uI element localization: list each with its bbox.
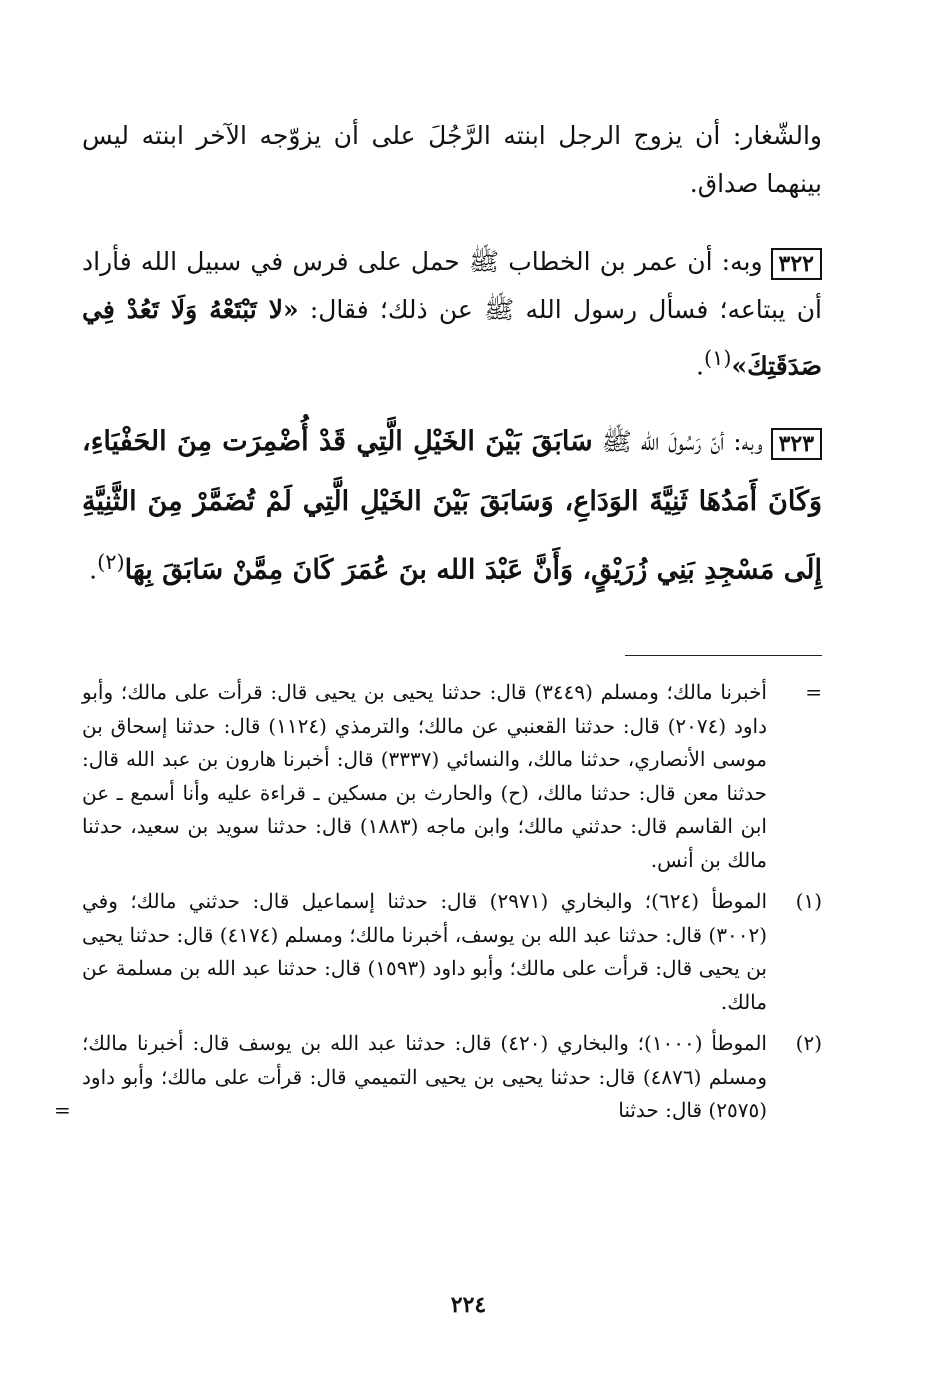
hadith-number: ٣٢٣ xyxy=(771,428,822,460)
footnote-mark: = xyxy=(805,680,822,704)
hadith-text-bold: سَابَقَ بَيْنَ الخَيْلِ الَّتِي قَدْ أُضْمِرَت مِنَ الحَفْيَاءِ، وَكَانَ أَمَدُهَا ثَنِيَّةَ الوَدَاعِ، وَسَابَقَ بَيْنَ الخَيْلِ الَّتِي لَمْ تُضَمَّرْ مِنَ الثَّنِيَّةِ إِلَى مَسْجِدِ بَنِي زُرَيْقٍ، وَأَنَّ عَبْدَ الله بنَ عُمَرَ كَانَ مِمَّنْ سَابَقَ بِهَا xyxy=(82,426,822,586)
hadith-322: ٣٢٢وبه: أن عمر بن الخطاب ﷺ حمل على فرس في سبيل الله فأراد أن يبتاعه؛ فسأل رسول الله ﷺ عن ذلك؛ فقال: «لا تَبْتَعْهُ وَلَا تَعُدْ فِي صَدَقَتِكَ»$^{(١)}$. xyxy=(82,247,823,381)
paragraph-shighar: والشّغار: أن يزوج الرجل ابنته الرَّجُلَ على أن يزوّجه الآخر ابنته ليس بينهما صداق. xyxy=(82,121,822,198)
continuation-mark: = xyxy=(54,1098,71,1122)
footnote-text: الموطأ (٦٢٤)؛ والبخاري (٢٩٧١) قال: حدثنا إسماعيل قال: حدثني مالك؛ وفي (٣٠٠٢) قال: حدثنا عبد الله بن يوسف، أخبرنا مالك؛ ومسلم (٤١٧٤) قال: حدثنا يحيى بن يحيى قال: قرأت على مالك؛ وأبو داود (١٥٩٣) قال: حدثنا عبد الله بن مسلمة عن مالك. xyxy=(82,889,767,1014)
footnote-divider xyxy=(625,655,822,656)
hadith-intro: وبه: أنّ رَسُولَ الله ﷺ xyxy=(601,427,763,456)
footnote-continued xyxy=(82,676,822,877)
hadith-text: وبه: أن عمر بن الخطاب ﷺ حمل على فرس في سبيل الله فأراد أن يبتاعه؛ فسأل رسول الله ﷺ عن ذلك؛ فقال: xyxy=(82,247,823,324)
footnote-2 xyxy=(54,1027,822,1128)
footnote-mark: (١) xyxy=(795,889,822,913)
footnote-mark: (٢) xyxy=(795,1031,822,1055)
hadith-quote: «لا تَبْتَعْهُ وَلَا تَعُدْ فِي صَدَقَتِكَ» xyxy=(82,295,822,381)
footnote-1 xyxy=(82,885,822,1019)
hadith-number: ٣٢٢ xyxy=(771,248,822,280)
footnote-ref: (٢) xyxy=(97,550,125,574)
footnote-text: أخبرنا مالك؛ ومسلم (٣٤٤٩) قال: حدثنا يحيى بن يحيى قال: قرأت على مالك؛ وأبو داود (٢٠٧٤) قال: حدثنا القعنبي عن مالك؛ والترمذي (١١٢٤) قال: حدثنا إسحاق بن موسى الأنصاري، حدثنا مالك، والنسائي (٣٣٣٧) قال: أخبرنا هارون بن عبد الله قال: حدثنا معن قال: حدثنا مالك، (ح) والحارث بن مسكين ـ قراءة عليه وأنا أسمع ـ عن ابن القاسم قال: حدثني مالك؛ وابن ماجه (١٨٨٣) قال: حدثنا سويد بن سعيد، حدثنا مالك بن أنس. xyxy=(82,680,768,872)
footnote-ref: (١) xyxy=(703,346,732,370)
page-number: ٢٢٤ xyxy=(450,1292,487,1318)
footnotes xyxy=(54,676,822,1136)
footnote-text: الموطأ (١٠٠٠)؛ والبخاري (٤٢٠) قال: حدثنا عبد الله بن يوسف قال: أخبرنا مالك؛ ومسلم (٤٨٧٦) قال: حدثنا يحيى بن يحيى التميمي قال: قرأت على مالك؛ وأبو داود (٢٥٧٥) قال: حدثنا xyxy=(82,1031,767,1122)
hadith-323: ٣٢٣وبه: أنّ رَسُولَ الله ﷺ سَابَقَ بَيْنَ الخَيْلِ الَّتِي قَدْ أُضْمِرَت مِنَ الحَفْيَاءِ، وَكَانَ أَمَدُهَا ثَنِيَّةَ الوَدَاعِ، وَسَابَقَ بَيْنَ الخَيْلِ الَّتِي لَمْ تُضَمَّرْ مِنَ الثَّنِيَّةِ إِلَى مَسْجِدِ بَنِي زُرَيْقٍ، وَأَنَّ عَبْدَ الله بنَ عُمَرَ كَانَ مِمَّنْ سَابَقَ بِهَا$^{(٢)}$. xyxy=(82,426,822,586)
